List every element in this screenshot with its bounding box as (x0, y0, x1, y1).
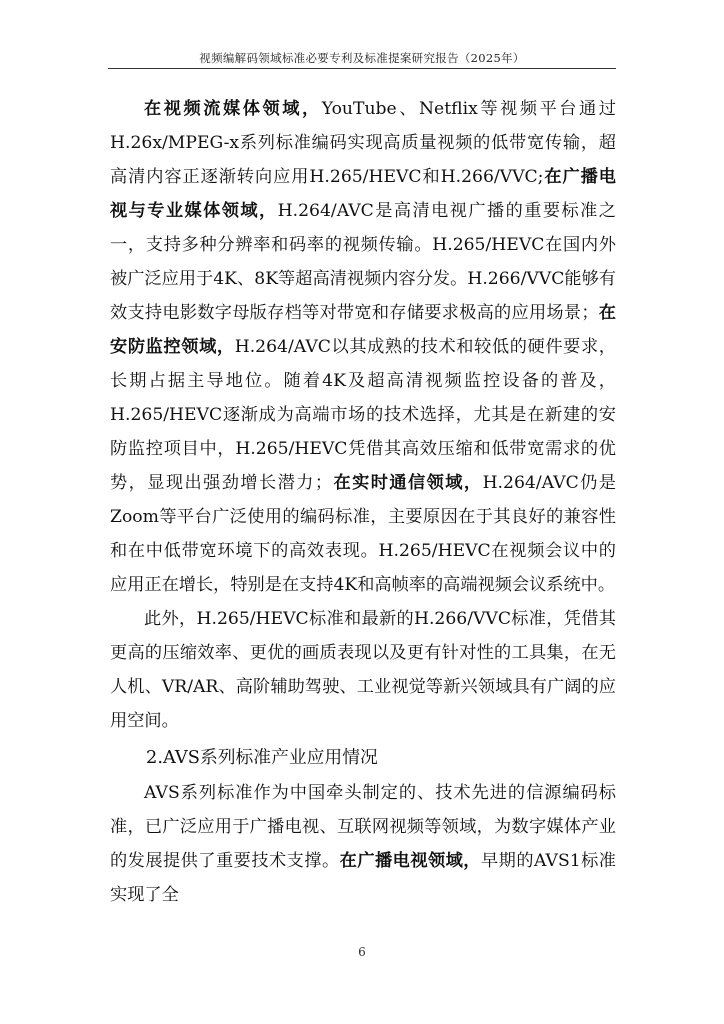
text-avs-intro: AVS系列标准作为中国牵头制定的、技术先进的信源编码标准，已广泛应用于广播电视、互联网视频等领域，为数字媒体产业的发展提供了重要技术支撑。 (110, 783, 616, 871)
paragraph-avs (110, 776, 616, 912)
section-heading: 2.AVS系列标准产业应用情况 (146, 747, 378, 768)
lead-video-streaming: 在视频流媒体领域， (144, 99, 322, 119)
page-number: 6 (358, 945, 366, 959)
lead-broadcast-media: 在广播电视与专业媒体领域， (110, 167, 616, 221)
running-header: 视频编解码领域标准必要专利及标准提案研究报告（2025年） (199, 51, 525, 65)
text-video-streaming: YouTube、Netflix等视频平台通过H.26x/MPEG-x系列标准编码实现高质量视频的低带宽传输，超高清内容正逐渐转向应用H.265/HEVC和H.266/VVC; (110, 99, 616, 187)
lead-security-surveillance: 在安防监控领域， (110, 303, 616, 357)
text-realtime-communication: H.264/AVC仍是Zoom等平台广泛使用的编码标准，主要原因在于其良好的兼容性和在中低带宽环境下的高效表现。H.265/HEVC在视频会议中的应用正在增长，特别是在支持4K和高帧率的高端视频会议系统中。 (110, 473, 616, 595)
lead-realtime-communication: 在实时通信领域， (332, 473, 483, 493)
text-security-surveillance: H.264/AVC以其成熟的技术和较低的硬件要求，长期占据主导地位。随着4K及超高清视频监控设备的普及，H.265/HEVC逐渐成为高端市场的技术选择，尤其是在新建的安防监控项目中，H.265/HEVC凭借其高效压缩和低带宽需求的优势，显现出强劲增长潜力； (110, 337, 616, 493)
paragraph-emerging-fields: 此外，H.265/HEVC标准和最新的H.266/VVC标准，凭借其更高的压缩效率、更优的画质表现以及更有针对性的工具集，在无人机、VR/AR、高阶辅助驾驶、工业视觉等新兴领域具有广阔的应用空间。 (110, 609, 616, 731)
text-broadcast-media: H.264/AVC是高清电视广播的重要标准之一，支持多种分辨率和码率的视频传输。H.265/HEVC在国内外被广泛应用于4K、8K等超高清视频内容分发。H.266/VVC能够有效支持电影数字母版存档等对带宽和存储要求极高的应用场景； (110, 201, 616, 323)
body-text (110, 92, 616, 912)
lead-avs-broadcast: 在广播电视领域， (339, 851, 481, 871)
header-divider (108, 68, 616, 69)
text-avs-broadcast: 早期的AVS1标准实现了全 (110, 851, 616, 905)
paragraph-application-domains (110, 92, 616, 602)
